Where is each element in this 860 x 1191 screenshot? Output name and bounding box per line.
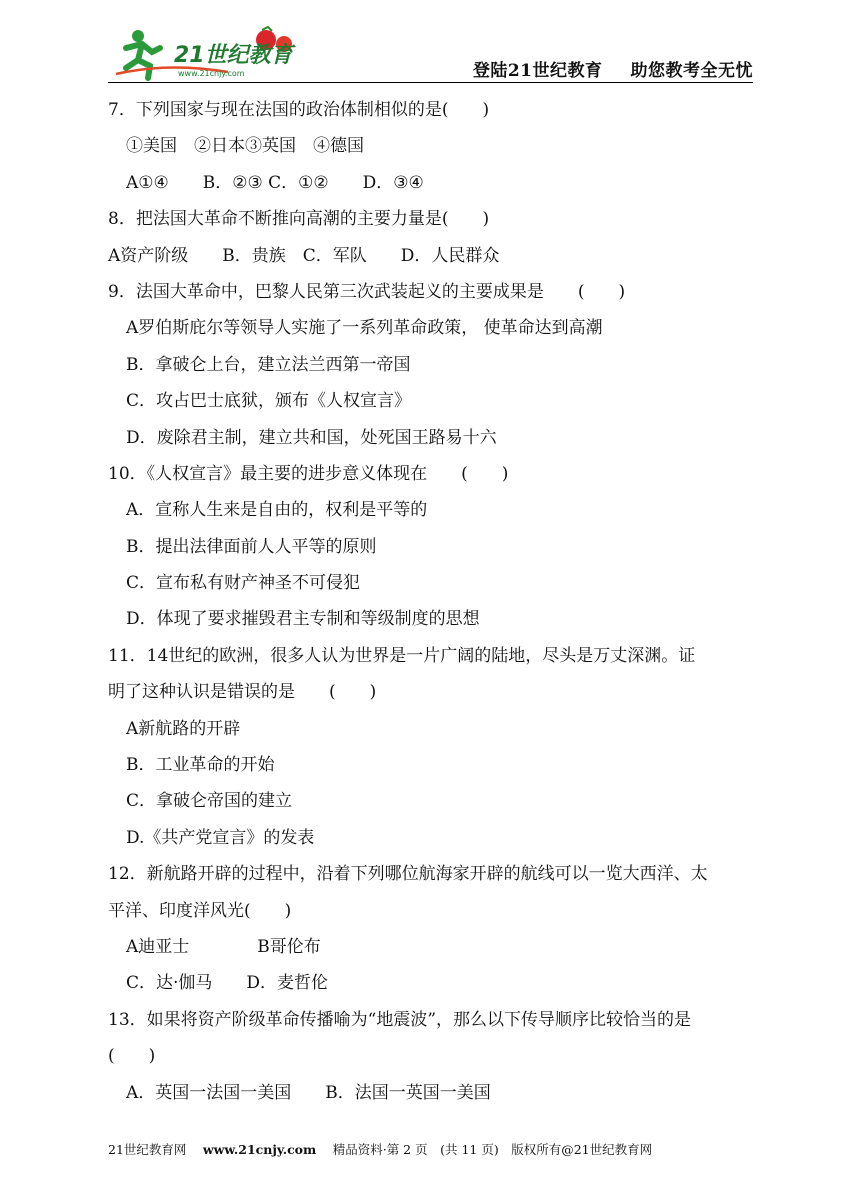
logo-wordmark: 21世纪教育	[174, 43, 293, 68]
slogan-left: 登陆21世纪教育	[472, 61, 603, 81]
question-option-a: A罗伯斯庇尔等领导人实施了一系列革命政策， 使革命达到高潮	[126, 318, 603, 339]
logo-icon	[108, 22, 308, 82]
question-option-a: A．宣称人生来是自由的，权利是平等的	[126, 500, 428, 521]
header-slogan	[445, 56, 753, 81]
question-line: ①美国 ②日本③英国 ④德国	[126, 136, 364, 157]
question-option-c: C．宣布私有财产神圣不可侵犯	[126, 573, 361, 594]
question-options: A迪亚士 B哥伦布	[126, 936, 321, 957]
question-option-b: B．拿破仑上台，建立法兰西第一帝国	[126, 354, 411, 375]
question-stem: 10．《人权宣言》最主要的进步意义体现在 ( )	[108, 463, 509, 484]
footer-site: 21世纪教育网	[108, 1142, 187, 1157]
question-stem-continued: 平洋、印度洋风光( )	[108, 900, 292, 921]
logo	[108, 22, 308, 82]
question-option-a: A新航路的开辟	[126, 718, 241, 739]
footer-label: 精品资料·第 2 页 (共 11 页) 版权所有@21世纪教育网	[332, 1142, 653, 1157]
question-options: A资产阶级 B．贵族 C．军队 D．人民群众	[108, 245, 500, 266]
question-options: C．达·伽马 D．麦哲伦	[126, 973, 329, 994]
page-header	[108, 22, 753, 84]
question-stem: 7．下列国家与现在法国的政治体制相似的是( )	[108, 100, 490, 120]
question-stem: 8．把法国大革命不断推向高潮的主要力量是( )	[108, 209, 490, 230]
question-stem: 11．14世纪的欧洲，很多人认为世界是一片广阔的陆地，尽头是万丈深渊。证	[108, 645, 696, 666]
question-options: A．英国一法国一美国 B．法国一英国一美国	[126, 1082, 491, 1103]
question-options: A①④ B．②③ C．①② D．③④	[126, 172, 424, 193]
header-divider	[108, 82, 753, 83]
page-footer	[108, 1140, 758, 1158]
logo-url: www.21cnjy.com	[178, 69, 245, 78]
question-option-b: B．提出法律面前人人平等的原则	[126, 536, 377, 557]
question-option-b: B．工业革命的开始	[126, 755, 275, 776]
slogan-right: 助您教考全无忧	[630, 61, 753, 81]
footer-url: www.21cnjy.com	[202, 1142, 317, 1157]
question-option-c: C．攻占巴士底狱，颁布《人权宣言》	[126, 391, 412, 412]
question-option-d: D．体现了要求摧毁君主专制和等级制度的思想	[126, 609, 480, 630]
question-stem-continued: 明了这种认识是错误的是 ( )	[108, 682, 377, 703]
question-stem: 12．新航路开辟的过程中，沿着下列哪位航海家开辟的航线可以一览大西洋、太	[108, 864, 708, 885]
question-option-d: D．废除君主制，建立共和国，处死国王路易十六	[126, 427, 497, 448]
question-list	[108, 92, 758, 1111]
question-stem: 13．如果将资产阶级革命传播喻为“地震波”，那么以下传导顺序比较恰当的是	[108, 1009, 692, 1030]
question-stem: 9．法国大革命中，巴黎人民第三次武装起义的主要成果是 ( )	[108, 281, 626, 302]
question-option-c: C．拿破仑帝国的建立	[126, 791, 293, 812]
question-option-d: D.《共产党宣言》的发表	[126, 827, 315, 848]
question-stem-continued: ( )	[108, 1046, 156, 1067]
